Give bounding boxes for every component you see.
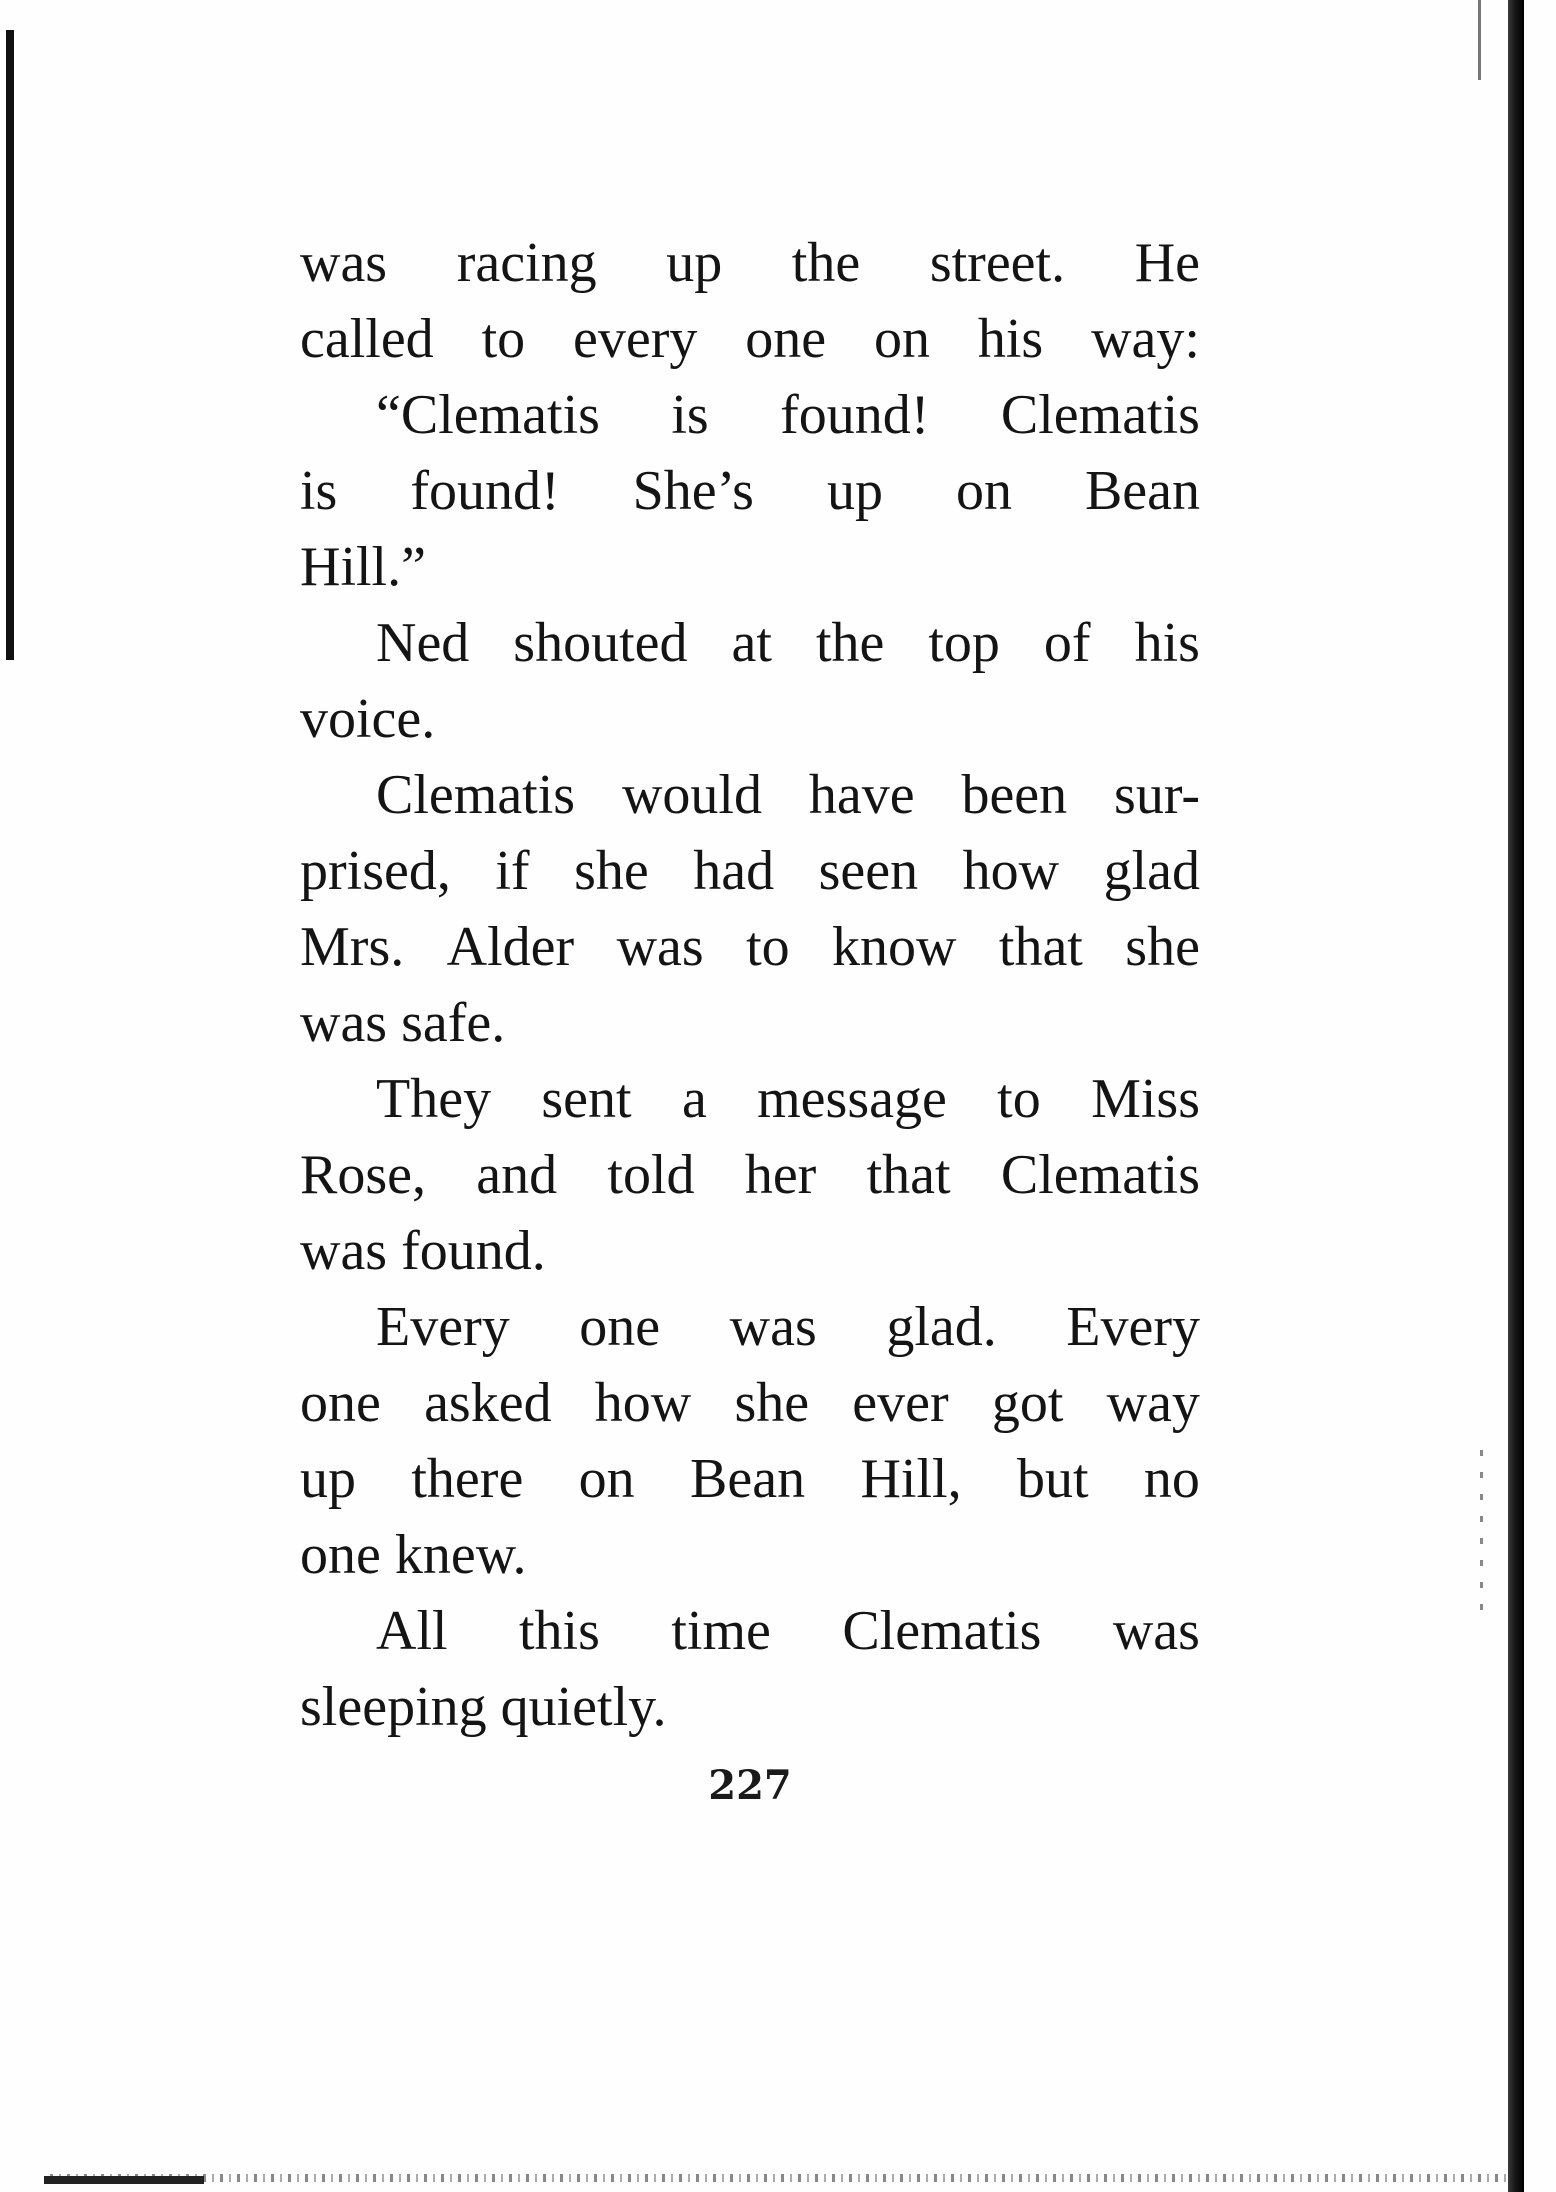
word: one	[745, 308, 827, 370]
paragraph	[300, 1289, 1200, 1593]
word: she	[574, 840, 649, 902]
word: at	[731, 612, 772, 674]
scan-edge-mark	[1478, 0, 1481, 80]
word: how	[962, 840, 1060, 902]
word: was	[300, 1220, 388, 1282]
text-line	[300, 1441, 1200, 1517]
text-line	[300, 529, 1200, 605]
text-line	[300, 833, 1200, 909]
binding-shadow	[6, 30, 14, 660]
word: no	[1143, 1448, 1200, 1510]
text-line	[300, 301, 1200, 377]
word: know	[832, 916, 957, 978]
word: told	[607, 1144, 695, 1206]
word: sent	[541, 1068, 632, 1130]
word: Clematis	[842, 1600, 1042, 1662]
word: was	[300, 232, 388, 294]
word: Hill,	[860, 1448, 962, 1510]
paragraph	[300, 1593, 1200, 1745]
word: is	[671, 384, 709, 446]
word: knew.	[394, 1524, 527, 1586]
word: up	[826, 460, 883, 522]
word: been	[961, 764, 1068, 826]
word: if	[495, 840, 530, 902]
word: Every	[1066, 1296, 1200, 1358]
word: shouted	[513, 612, 688, 674]
word: way:	[1091, 308, 1200, 370]
word: one	[300, 1372, 381, 1434]
word: was	[616, 916, 704, 978]
scan-bottom-mark	[44, 2176, 204, 2184]
text-line	[300, 225, 1200, 301]
word: found.	[401, 1220, 546, 1282]
text-line	[300, 1137, 1200, 1213]
word: to	[746, 916, 790, 978]
word: but	[1016, 1448, 1089, 1510]
paragraph	[300, 605, 1200, 757]
text-line	[300, 1365, 1200, 1441]
word: up	[300, 1448, 356, 1510]
word: the	[815, 612, 885, 674]
body-text	[300, 225, 1200, 1745]
word: Bean	[1084, 460, 1200, 522]
word: message	[757, 1068, 947, 1130]
word: her	[744, 1144, 817, 1206]
word: way	[1106, 1372, 1200, 1434]
word: to	[997, 1068, 1041, 1130]
word: sleeping	[300, 1676, 487, 1738]
word: time	[671, 1600, 771, 1662]
word: on	[578, 1448, 635, 1510]
word: glad	[1103, 840, 1200, 902]
paragraph	[300, 225, 1200, 377]
word: prised,	[300, 840, 451, 902]
word: there	[411, 1448, 524, 1510]
paragraph	[300, 377, 1200, 605]
word: Rose,	[300, 1144, 426, 1206]
word: Clematis	[1000, 384, 1200, 446]
word: the	[791, 232, 861, 294]
word: she	[734, 1372, 810, 1434]
word: was	[1112, 1600, 1200, 1662]
text-line	[300, 1593, 1200, 1669]
paragraph	[300, 757, 1200, 1061]
word: would	[621, 764, 762, 826]
paragraph	[300, 1061, 1200, 1289]
word: she	[1125, 916, 1200, 978]
word: Every	[376, 1296, 510, 1358]
word: Mrs.	[300, 916, 405, 978]
word: Ned	[376, 612, 470, 674]
word: Clematis	[1000, 1144, 1200, 1206]
word: had	[693, 840, 775, 902]
word: to	[481, 308, 526, 370]
word: All	[376, 1600, 448, 1662]
word: sur-	[1114, 764, 1200, 826]
scan-bottom-noise	[50, 2174, 1510, 2182]
word: Bean	[690, 1448, 806, 1510]
word: safe.	[401, 992, 506, 1054]
word: “Clematis	[376, 384, 600, 446]
scan-edge-specks	[1480, 1450, 1483, 1610]
text-line	[300, 681, 1200, 757]
word: one	[300, 1524, 381, 1586]
word: his	[977, 308, 1044, 370]
word: on	[873, 308, 930, 370]
text-line	[300, 377, 1200, 453]
text-line	[300, 985, 1200, 1061]
word: Alder	[446, 916, 575, 978]
text-line	[300, 1289, 1200, 1365]
word: this	[519, 1600, 600, 1662]
word: racing	[456, 232, 597, 294]
word: Clematis	[376, 764, 576, 826]
page-number: 227	[708, 1762, 792, 1809]
word: every	[573, 308, 698, 370]
word: asked	[424, 1372, 552, 1434]
word: how	[594, 1372, 692, 1434]
word: and	[476, 1144, 558, 1206]
word: on	[955, 460, 1012, 522]
scan-edge-shadow	[1508, 0, 1524, 2192]
word: a	[681, 1068, 707, 1130]
word: street.	[929, 232, 1066, 294]
text-line	[300, 1213, 1200, 1289]
word: is	[300, 460, 338, 522]
word: of	[1043, 612, 1091, 674]
word: that	[866, 1144, 951, 1206]
word: glad.	[886, 1296, 997, 1358]
word: have	[808, 764, 915, 826]
word: voice.	[300, 688, 436, 750]
word: seen	[818, 840, 919, 902]
text-line	[300, 605, 1200, 681]
word: called	[300, 308, 434, 370]
word: quietly.	[500, 1676, 667, 1738]
text-line	[300, 1669, 1200, 1745]
word: Hill.”	[300, 536, 426, 598]
word: that	[998, 916, 1083, 978]
word: was	[300, 992, 388, 1054]
word: his	[1134, 612, 1200, 674]
word: He	[1134, 232, 1200, 294]
text-line	[300, 909, 1200, 985]
text-line	[300, 453, 1200, 529]
text-line	[300, 1061, 1200, 1137]
word: top	[928, 612, 1000, 674]
word: ever	[852, 1372, 949, 1434]
word: found!	[780, 384, 930, 446]
word: one	[579, 1296, 661, 1358]
word: got	[991, 1372, 1064, 1434]
word: They	[376, 1068, 492, 1130]
word: was	[729, 1296, 817, 1358]
text-line	[300, 757, 1200, 833]
word: found!	[410, 460, 560, 522]
word: She’s	[632, 460, 754, 522]
word: Miss	[1091, 1068, 1200, 1130]
word: up	[666, 232, 723, 294]
text-line	[300, 1517, 1200, 1593]
